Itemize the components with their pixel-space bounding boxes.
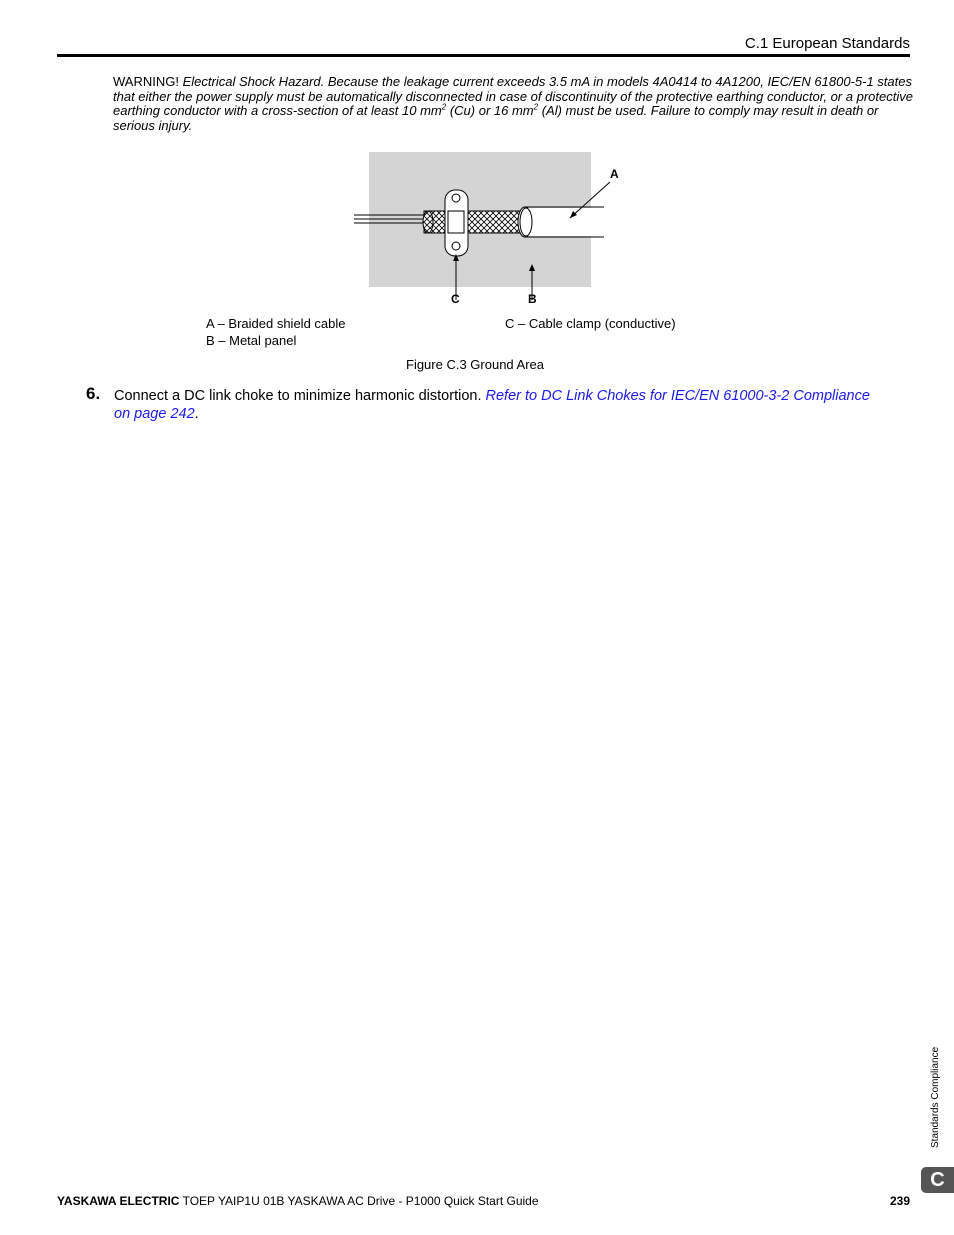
section-side-label: Standards Compliance xyxy=(930,1046,941,1148)
footer-doc: TOEP YAIP1U 01B YASKAWA AC Drive - P1000 Quick Start Guide xyxy=(179,1194,539,1208)
section-tab[interactable]: C xyxy=(921,1167,954,1193)
warning-label: WARNING! xyxy=(113,74,179,89)
section-title: C.1 European Standards xyxy=(744,35,910,52)
footer xyxy=(57,1194,539,1208)
step-text: Connect a DC link choke to minimize harmonic distortion. Refer to DC Link Chokes for IEC/EN 61000-3-2 Compliance on page 242. xyxy=(114,388,870,422)
legend-c: C – Cable clamp (conductive) xyxy=(505,316,676,331)
label-b: B xyxy=(528,292,537,306)
braided-shield xyxy=(424,211,528,233)
footer-brand: YASKAWA ELECTRIC xyxy=(57,1194,180,1208)
warning-text: Electrical Shock Hazard. Because the leakage current exceeds 3.5 mA in models 4A0414 to 4A1200, IEC/EN 61800-5-1 states that either the power supply must be automatically disconnected in case of discontinuity of the protective earthing conductor, or a protective earthing conductor with a cross-section of at least 10 $mm^2$ (Cu) or 16 $mm^2$ (Al) must be used. Failure to comply may result in death or serious injury. xyxy=(113,74,913,133)
dc-link-chokes-link[interactable]: Refer to DC Link Chokes for IEC/EN 61000-3-2 Compliance on page 242 xyxy=(114,388,870,422)
label-a: A xyxy=(610,167,619,181)
cable-clamp-diagram xyxy=(352,150,612,315)
cable-clamp xyxy=(445,190,468,256)
page-number: 239 xyxy=(889,1194,910,1208)
step-number: 6. xyxy=(86,384,101,403)
ground-area-figure xyxy=(352,150,619,315)
figure-caption: Figure C.3 Ground Area xyxy=(406,357,545,372)
header-divider xyxy=(57,54,910,57)
legend-b: B – Metal panel xyxy=(206,333,297,348)
warning-paragraph xyxy=(113,75,913,133)
label-c: C xyxy=(451,292,460,306)
legend-a: A – Braided shield cable xyxy=(206,316,346,331)
